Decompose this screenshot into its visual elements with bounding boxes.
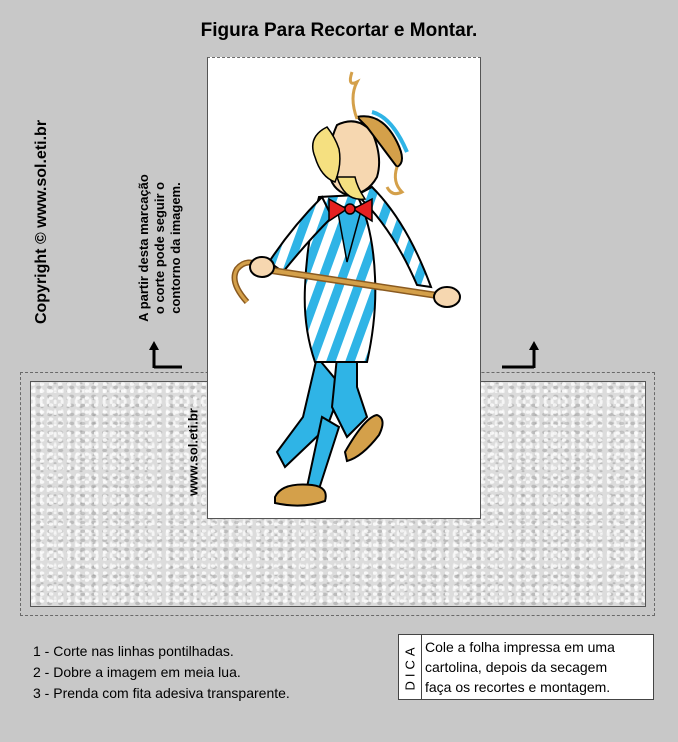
cartoon-man-illustration <box>207 57 481 519</box>
copyright-vertical-text: Copyright © www.sol.eti.br <box>33 119 50 325</box>
step-item: 2 - Dobre a imagem em meia lua. <box>33 664 241 680</box>
page-title: Figura Para Recortar e Montar. <box>200 20 478 41</box>
tip-line: faça os recortes e montagem. <box>425 679 611 695</box>
instruction-steps <box>33 641 290 704</box>
tip-line: cartolina, depois da secagem <box>425 659 608 675</box>
corner-arrow-up-right-icon <box>498 338 542 370</box>
cut-instruction-line-3: contorno da imagem. <box>168 182 183 314</box>
inner-site-text: www.sol.eti.br <box>185 408 201 496</box>
tip-label-text: DICA <box>402 643 418 691</box>
tip-line: Cole a folha impressa em uma <box>425 639 615 655</box>
corner-arrow-up-left-icon <box>146 338 186 370</box>
cut-instruction-line-1: A partir desta marcação <box>136 174 151 322</box>
step-item: 3 - Prenda com fita adesiva transparente. <box>33 685 290 701</box>
cut-instruction-line-2: o corte pode seguir o <box>152 181 167 315</box>
tip-label <box>399 635 422 699</box>
tip-text <box>422 635 653 699</box>
tip-box <box>398 634 654 700</box>
cut-instruction-text <box>136 174 184 322</box>
step-item: 1 - Corte nas linhas pontilhadas. <box>33 643 234 659</box>
